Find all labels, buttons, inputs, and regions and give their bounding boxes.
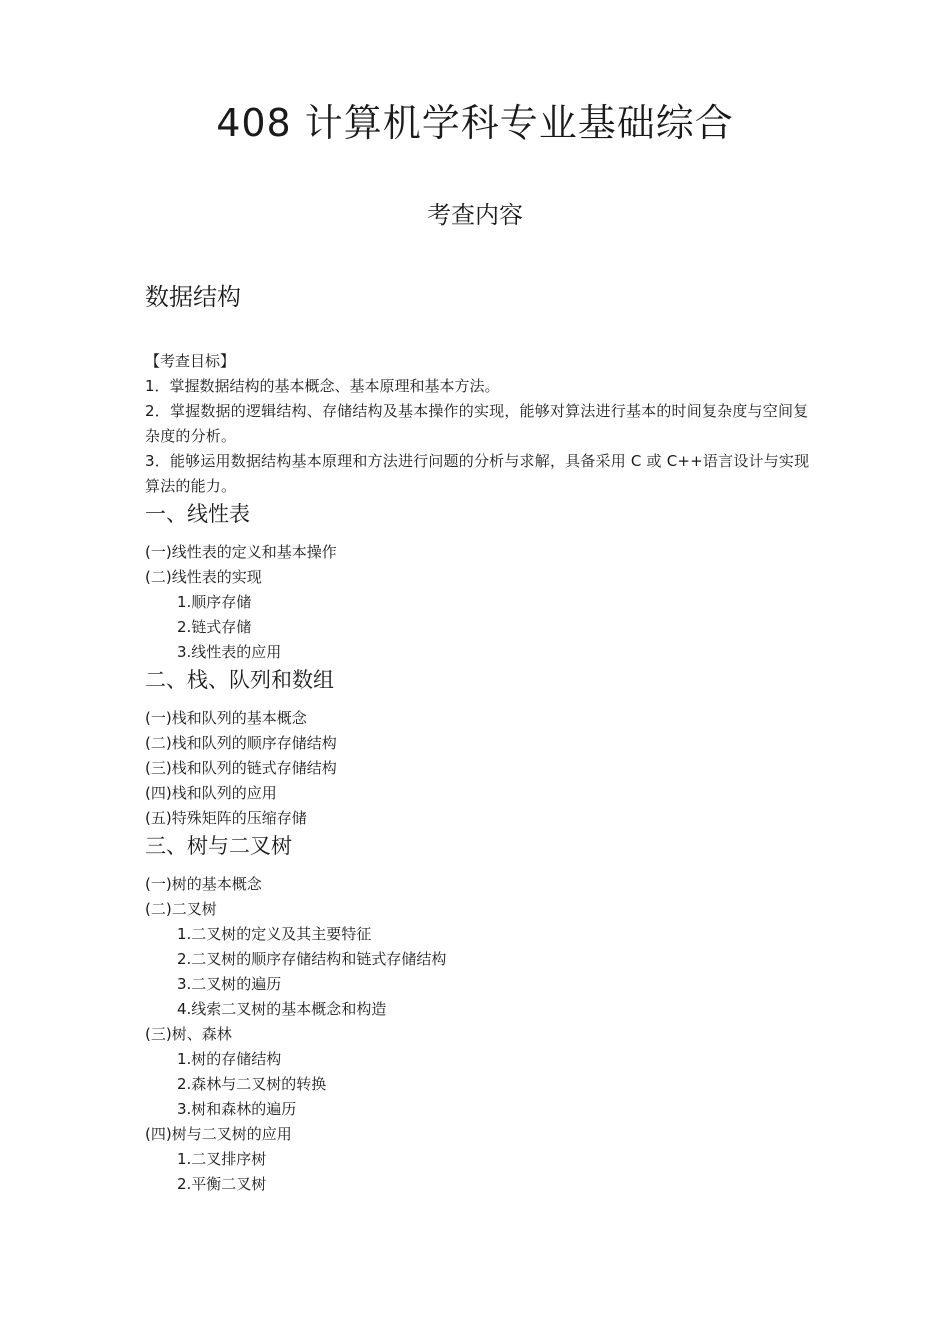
- outline-item: (四)栈和队列的应用: [145, 784, 277, 802]
- outline-item: (三)树、森林: [145, 1025, 232, 1043]
- outline-item: (二)栈和队列的顺序存储结构: [145, 734, 337, 752]
- outline-subitem: 1.顺序存储: [177, 593, 252, 611]
- chapter-title: 一、线性表: [145, 502, 250, 526]
- outline-item: (二)线性表的实现: [145, 568, 262, 586]
- outline-subitem: 2.森林与二叉树的转换: [177, 1075, 327, 1093]
- outline-item: (一)树的基本概念: [145, 875, 262, 893]
- outline-item: (四)树与二叉树的应用: [145, 1125, 292, 1143]
- outline-subitem: 2.二叉树的顺序存储结构和链式存储结构: [177, 950, 447, 968]
- outline-item: (一)栈和队列的基本概念: [145, 709, 307, 727]
- outline-item: (二)二叉树: [145, 900, 217, 918]
- outline-item: (三)栈和队列的链式存储结构: [145, 759, 337, 777]
- objective-item: 1．掌握数据结构的基本概念、基本原理和基本方法。: [145, 377, 500, 395]
- document-body: [145, 349, 810, 1197]
- outline-item: (一)线性表的定义和基本操作: [145, 543, 337, 561]
- outline-subitem: 2.链式存储: [177, 618, 252, 636]
- objective-item: 2．掌握数据的逻辑结构、存储结构及基本操作的实现，能够对算法进行基本的时间复杂度与空间复杂度的分析。: [145, 402, 809, 445]
- objectives-heading: 【考查目标】: [145, 352, 236, 370]
- outline-subitem: 1.二叉树的定义及其主要特征: [177, 925, 372, 943]
- outline-item: (五)特殊矩阵的压缩存储: [145, 809, 307, 827]
- objective-item: 3．能够运用数据结构基本原理和方法进行问题的分析与求解，具备采用 C 或 C++语言设计与实现算法的能力。: [145, 452, 810, 495]
- document-title: 408 计算机学科专业基础综合: [216, 101, 734, 145]
- chapter-title: 二、栈、队列和数组: [145, 668, 334, 692]
- outline-subitem: 3.树和森林的遍历: [177, 1100, 297, 1118]
- outline-subitem: 3.线性表的应用: [177, 643, 282, 661]
- document-subtitle: 考查内容: [427, 201, 523, 229]
- outline-subitem: 3.二叉树的遍历: [177, 975, 282, 993]
- chapter-title: 三、树与二叉树: [145, 834, 292, 858]
- outline-subitem: 4.线索二叉树的基本概念和构造: [177, 1000, 387, 1018]
- section-heading: 数据结构: [145, 283, 241, 311]
- outline-subitem: 1.树的存储结构: [177, 1050, 282, 1068]
- outline-subitem: 1.二叉排序树: [177, 1150, 267, 1168]
- outline-subitem: 2.平衡二叉树: [177, 1175, 267, 1193]
